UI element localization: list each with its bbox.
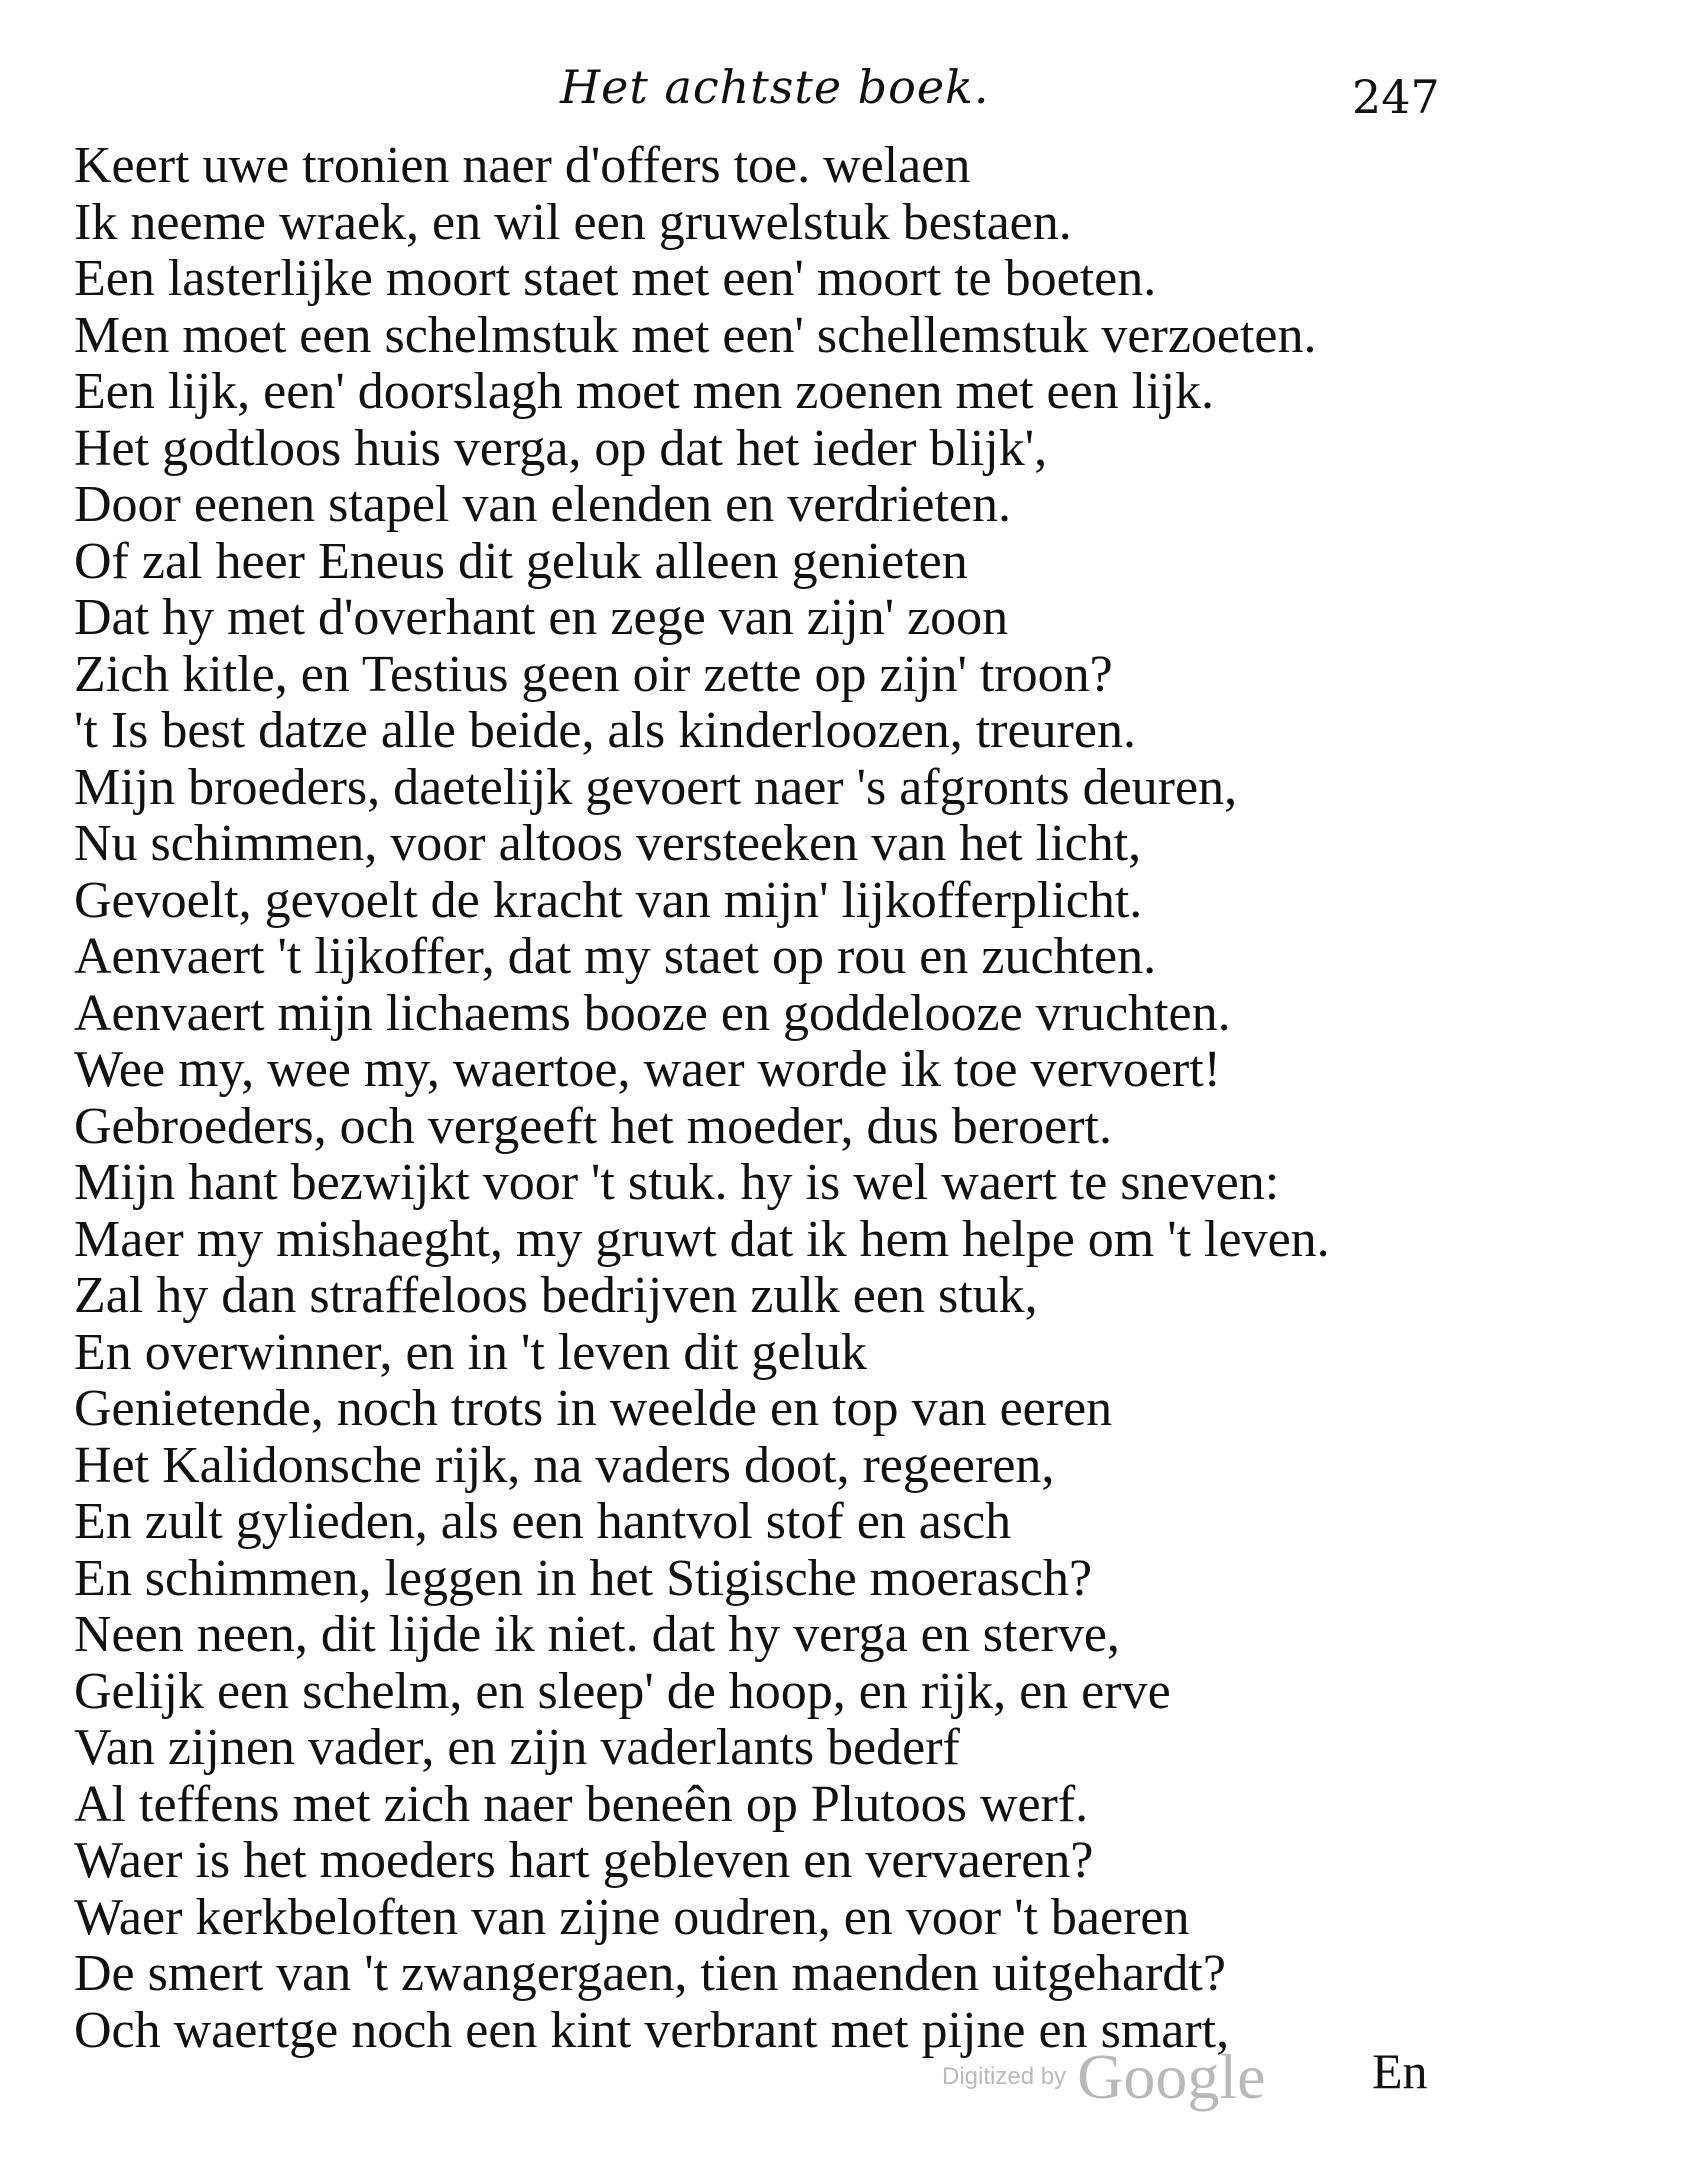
verse-line: Het Kalidonsche rijk, na vaders doot, regeeren,	[74, 1436, 1055, 1494]
verse-line: Zal hy dan straffeloos bedrijven zulk een stuk,	[74, 1267, 1038, 1324]
verse-line: En overwinner, en in 't leven dit geluk	[74, 1323, 867, 1381]
watermark-prefix: Digitized by	[942, 2063, 1067, 2090]
verse-line: Mijn hant bezwijkt voor 't stuk. hy is wel waert te sneven:	[74, 1154, 1280, 1211]
verse-line: De smert van 't zwangergaen, tien maenden uitgehardt?	[74, 1945, 1226, 2002]
verse-line: Door eenen stapel van elenden en verdrieten.	[74, 476, 1012, 533]
verse-line: Al teffens met zich naer beneên op Plutoos werf.	[74, 1775, 1089, 1833]
verse-line: Of zal heer Eneus dit geluk alleen genieten	[74, 532, 968, 590]
page-number: 247	[1352, 70, 1440, 124]
verse-line: Nu schimmen, voor altoos versteeken van het licht,	[74, 815, 1142, 872]
verse-line: Het godtloos huis verga, op dat het ieder blijk',	[74, 419, 1048, 477]
verse-line: En schimmen, leggen in het Stigische moerasch?	[74, 1549, 1093, 1607]
verse-line: Neen neen, dit lijde ik niet. dat hy verga en sterve,	[74, 1606, 1120, 1663]
verse-line: Maer my mishaeght, my gruwt dat ik hem helpe om 't leven.	[74, 1210, 1330, 1268]
running-head: Het achtste boek.	[560, 60, 990, 114]
verse-line: Och waertge noch een kint verbrant met pijne en smart,	[74, 2001, 1230, 2059]
verse-line: En zult gylieden, als een hantvol stof en asch	[74, 1493, 1012, 1550]
verse-line: Waer is het moeders hart gebleven en vervaeren?	[74, 1832, 1094, 1889]
verse-line: 't Is best datze alle beide, als kinderloozen, treuren.	[74, 702, 1136, 759]
verse-line: Men moet een schelmstuk met een' schellemstuk verzoeten.	[74, 306, 1317, 364]
verse-line: Wee my, wee my, waertoe, waer worde ik toe vervoert!	[74, 1041, 1221, 1098]
verse-line: Genietende, noch trots in weelde en top van eeren	[74, 1380, 1113, 1437]
verse-line: Gebroeders, och vergeeft het moeder, dus beroert.	[74, 1097, 1112, 1155]
verse-line: Van zijnen vader, en zijn vaderlants bederf	[74, 1719, 960, 1776]
catchword: En	[1372, 2043, 1428, 2099]
verse-line: Dat hy met d'overhant en zege van zijn' zoon	[74, 589, 1009, 646]
verse-line: Zich kitle, en Testius geen oir zette op zijn' troon?	[74, 645, 1113, 703]
verse-text	[74, 138, 1330, 2059]
verse-line: Gelijk een schelm, en sleep' de hoop, en rijk, en erve	[74, 1662, 1171, 1720]
verse-line: Waer kerkbeloften van zijne oudren, en voor 't baeren	[74, 1888, 1190, 1946]
verse-line: Een lijk, een' doorslagh moet men zoenen met een lijk.	[74, 363, 1215, 420]
verse-line: Aenvaert 't lijkoffer, dat my staet op rou en zuchten.	[74, 928, 1157, 985]
verse-line: Aenvaert mijn lichaems booze en goddelooze vruchten.	[74, 984, 1231, 1042]
verse-line: Ik neeme wraek, en wil een gruwelstuk bestaen.	[74, 193, 1072, 251]
verse-line: Gevoelt, gevoelt de kracht van mijn' lijkofferplicht.	[74, 871, 1143, 929]
google-logo: Google	[1077, 2041, 1266, 2112]
digitized-watermark	[942, 2040, 1266, 2114]
verse-line: Mijn broeders, daetelijk gevoert naer 's afgronts deuren,	[74, 758, 1238, 816]
verse-line: Keert uwe tronien naer d'offers toe. welaen	[74, 137, 971, 194]
verse-line: Een lasterlijke moort staet met een' moort te boeten.	[74, 250, 1157, 307]
